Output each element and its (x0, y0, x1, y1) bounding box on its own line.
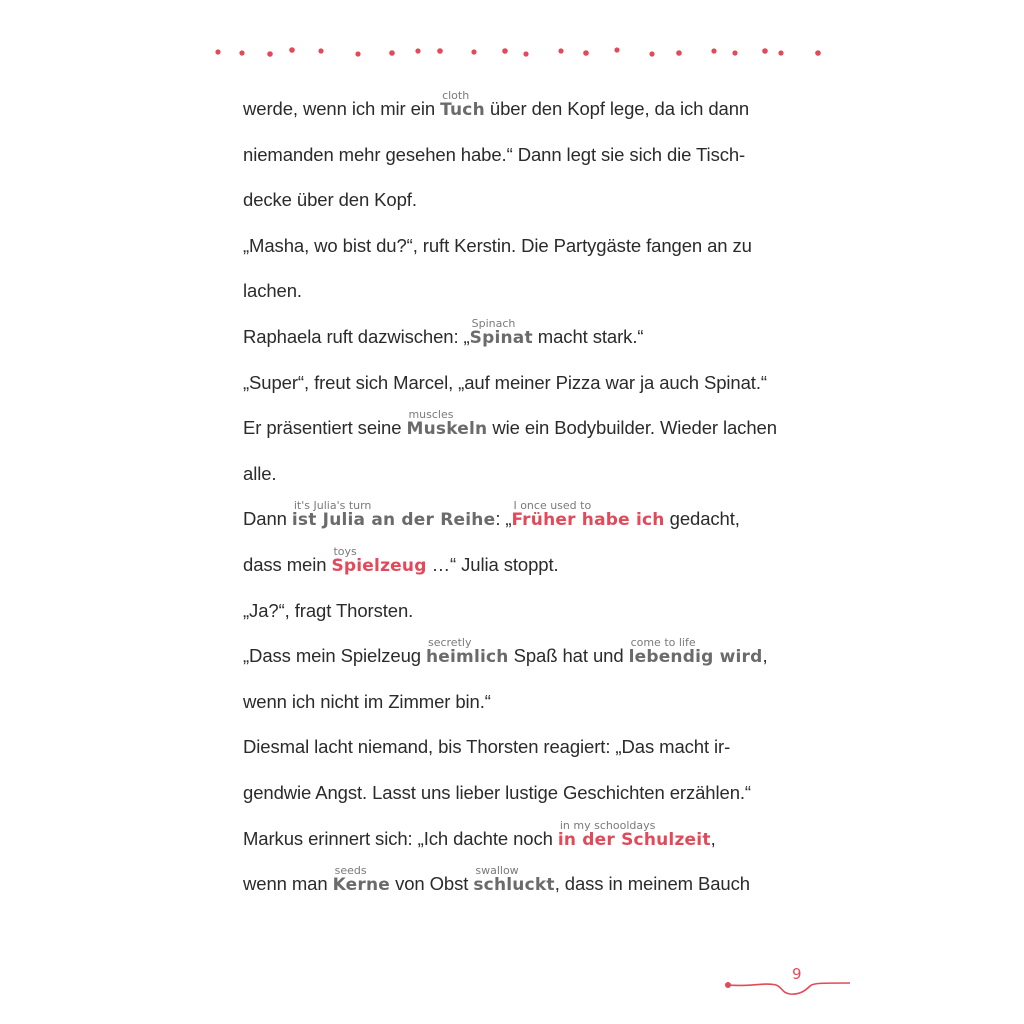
translation-gloss: in my schooldays (559, 818, 656, 832)
vocabulary-word (473, 864, 555, 896)
vocabulary-word (406, 408, 488, 440)
top-dotted-decoration (0, 0, 1024, 70)
translation-gloss: cloth (442, 89, 470, 102)
vocabulary-word-text: Spinat (469, 327, 533, 348)
text-run: Dann (243, 508, 292, 530)
text-run: macht stark.“ (532, 325, 644, 347)
text-run: niemanden mehr gesehen habe.“ Dann legt sie sich die Tisch- (243, 143, 746, 165)
vocabulary-word-text: schluckt (473, 875, 555, 896)
text-line (243, 314, 823, 360)
vocabulary-word-text: Spielzeug (331, 555, 427, 576)
text-run: „Ja?“, fragt Thorsten. (243, 599, 414, 621)
text-run: lachen. (243, 280, 302, 302)
translation-gloss: come to life (630, 636, 696, 650)
text-run: , (710, 827, 716, 849)
vocabulary-word-text: Muskeln (406, 419, 488, 440)
translation-gloss: I once used to (513, 499, 592, 513)
text-line (243, 451, 823, 497)
text-run: „Dass mein Spielzeug (243, 645, 426, 667)
translation-gloss: it's Julia's turn (293, 499, 372, 513)
translation-gloss: swallow (475, 864, 519, 878)
text-run: gedacht, (664, 508, 740, 530)
text-line (243, 588, 823, 634)
text-line (243, 679, 823, 725)
text-run: , dass in meinem Bauch (554, 873, 750, 895)
text-line (243, 223, 823, 269)
text-line (243, 816, 823, 862)
vocabulary-word (628, 636, 763, 668)
text-run: gendwie Angst. Lasst uns lieber lustige Geschichten erzählen.“ (243, 781, 751, 803)
highlighted-phrase (557, 818, 711, 850)
vocabulary-word (291, 499, 496, 531)
vocabulary-word (469, 316, 533, 348)
vocabulary-word-text: in der Schulzeit (557, 829, 711, 850)
text-run: „Masha, wo bist du?“, ruft Kerstin. Die Partygäste fangen an zu (243, 234, 752, 256)
highlighted-phrase (331, 544, 427, 576)
vocabulary-word-text: lebendig wird (628, 647, 763, 668)
text-run: über den Kopf lege, da ich dann (484, 98, 750, 119)
vocabulary-word-text: Tuch (440, 100, 485, 120)
text-run: „Super“, freut sich Marcel, „auf meiner Pizza war ja auch Spinat.“ (243, 371, 767, 393)
vocabulary-word-text: Kerne (332, 875, 391, 896)
page-footer (720, 960, 860, 1010)
highlighted-phrase (511, 499, 665, 531)
text-run: Raphaela ruft dazwischen: „ (243, 325, 470, 347)
text-line (243, 132, 823, 178)
page-number: 9 (792, 965, 802, 983)
text-line (243, 633, 823, 679)
text-run: Diesmal lacht niemand, bis Thorsten reagiert: „Das macht ir- (243, 736, 731, 758)
text-line (243, 177, 823, 223)
text-run: : „ (495, 508, 512, 530)
text-line (243, 405, 823, 451)
text-line (243, 770, 823, 816)
translation-gloss: muscles (408, 408, 454, 422)
vocabulary-word (425, 636, 509, 668)
text-run: alle. (243, 462, 277, 484)
text-line (243, 360, 823, 406)
text-line (243, 496, 823, 542)
text-run: , (762, 645, 768, 667)
translation-gloss: toys (333, 544, 357, 558)
text-run: werde, wenn ich mir ein (243, 98, 441, 119)
text-run: decke über den Kopf. (243, 189, 417, 211)
text-line (243, 724, 823, 770)
text-run: dass mein (243, 553, 332, 575)
text-run: von Obst (390, 873, 474, 895)
text-run: Er präsentiert seine (243, 417, 407, 439)
footer-swoosh-decoration (720, 960, 860, 1010)
translation-gloss: Spinach (471, 316, 516, 330)
vocabulary-word-text: ist Julia an der Reihe (291, 510, 496, 531)
translation-gloss: secretly (427, 636, 472, 650)
vocabulary-word-text: heimlich (425, 647, 509, 668)
vocabulary-word-text: Früher habe ich (511, 510, 665, 531)
vocabulary-word (440, 89, 485, 120)
text-run: wenn ich nicht im Zimmer bin.“ (243, 690, 491, 712)
translation-gloss: seeds (334, 864, 367, 878)
story-text (243, 86, 823, 907)
text-line (243, 861, 823, 907)
text-line (243, 268, 823, 314)
text-run: Markus erinnert sich: „Ich dachte noch (243, 827, 558, 849)
text-run: Spaß hat und (508, 645, 629, 667)
text-run: wie ein Bodybuilder. Wieder lachen (487, 417, 777, 439)
text-line (243, 542, 823, 588)
text-run: …“ Julia stoppt. (426, 553, 559, 575)
text-run: wenn man (243, 873, 333, 895)
text-line (243, 86, 823, 132)
vocabulary-word (332, 864, 391, 896)
